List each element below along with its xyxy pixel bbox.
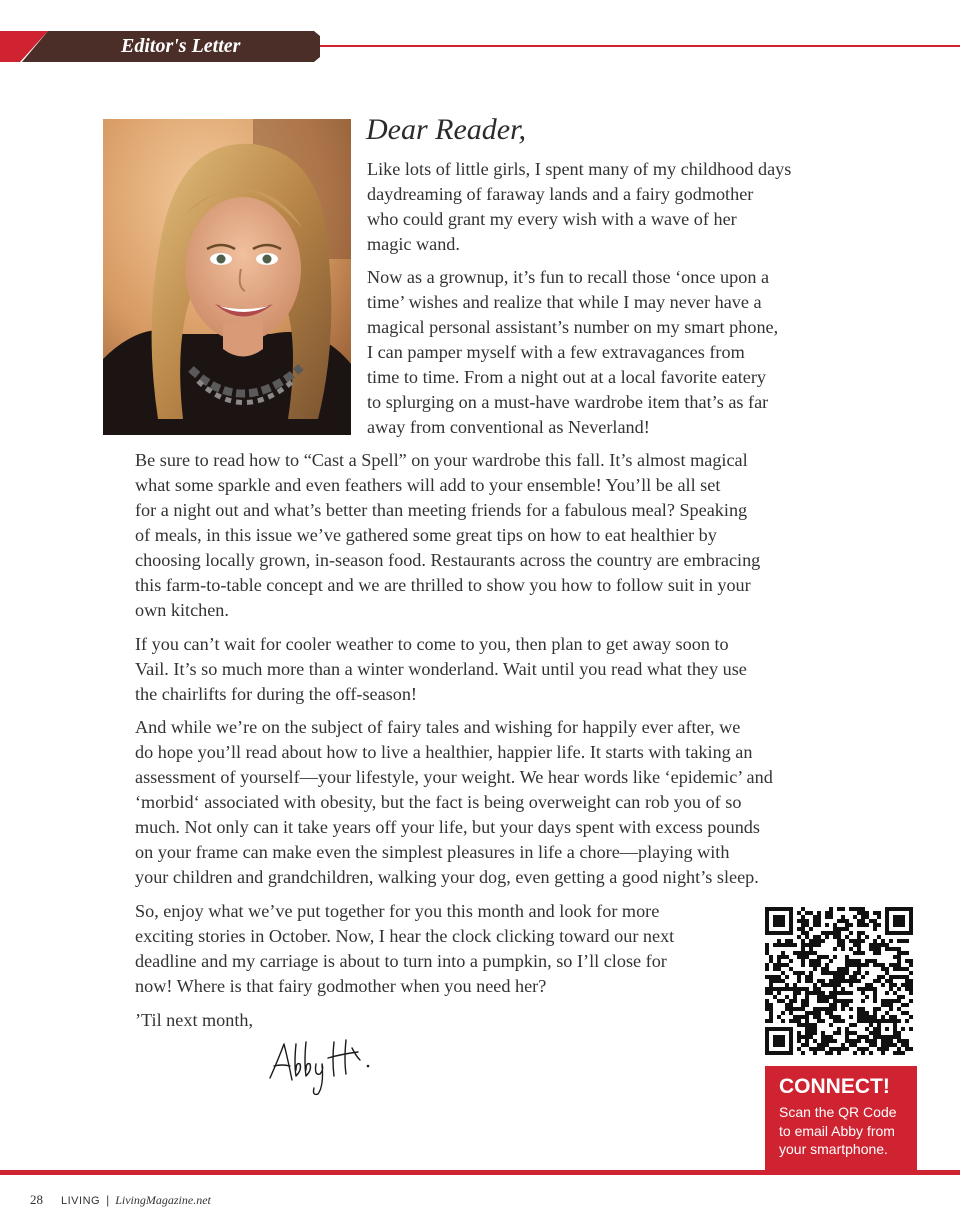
letter-paragraph-2 bbox=[367, 265, 837, 440]
text-line: time to time. From a night out at a local favorite eatery bbox=[367, 367, 766, 387]
text-line: I can pamper myself with a few extravagances from bbox=[367, 342, 745, 362]
letter-salutation: Dear Reader, bbox=[366, 113, 526, 146]
text-line: to splurging on a must-have wardrobe item that’s as far bbox=[367, 392, 769, 412]
text-line: what some sparkle and even feathers will add to your ensemble! You’ll be all set bbox=[135, 475, 721, 495]
text-line: assessment of yourself—your lifestyle, your weight. We hear words like ‘epidemic’ and bbox=[135, 767, 773, 787]
connect-line: Scan the QR Code bbox=[779, 1104, 897, 1120]
footer-separator: | bbox=[106, 1193, 110, 1207]
footer-rule bbox=[0, 1170, 960, 1175]
text-line: much. Not only can it take years off your life, but your days spent with excess pounds bbox=[135, 817, 760, 837]
text-line: the chairlifts for during the off-season! bbox=[135, 684, 417, 704]
editor-portrait-icon bbox=[103, 119, 351, 435]
text-line: If you can’t wait for cooler weather to come to you, then plan to get away soon to bbox=[135, 634, 729, 654]
text-line: exciting stories in October. Now, I hear the clock clicking toward our next bbox=[135, 926, 675, 946]
header-rule bbox=[318, 45, 960, 47]
text-line: ‘morbid‘ associated with obesity, but the fact is being overweight can rob you of so bbox=[135, 792, 742, 812]
connect-line: to email Abby from bbox=[779, 1122, 895, 1139]
text-line: And while we’re on the subject of fairy tales and wishing for happily ever after, we bbox=[135, 717, 741, 737]
text-line: away from conventional as Neverland! bbox=[367, 417, 650, 437]
text-line: Like lots of little girls, I spent many of my childhood days bbox=[367, 159, 792, 179]
connect-line: your smartphone. bbox=[779, 1141, 888, 1157]
text-line: your children and grandchildren, walking your dog, even getting a good night’s sleep. bbox=[135, 867, 759, 887]
text-line: Be sure to read how to “Cast a Spell” on your wardrobe this fall. It’s almost magical bbox=[135, 450, 748, 470]
text-line: magic wand. bbox=[367, 234, 460, 254]
text-line: who could grant my every wish with a wave of her bbox=[367, 209, 737, 229]
letter-paragraph-6 bbox=[135, 899, 735, 999]
text-line: this farm-to-table concept and we are thrilled to show you how to follow suit in your bbox=[135, 575, 751, 595]
connect-box bbox=[765, 1066, 917, 1170]
text-line: deadline and my carriage is about to turn into a pumpkin, so I’ll close for bbox=[135, 951, 667, 971]
connect-text bbox=[779, 1103, 907, 1159]
text-line: own kitchen. bbox=[135, 600, 229, 620]
connect-title: CONNECT! bbox=[779, 1075, 890, 1098]
text-line: on your frame can make even the simplest pleasures in life a chore—playing with bbox=[135, 842, 730, 862]
website-link[interactable]: LivingMagazine.net bbox=[115, 1193, 211, 1207]
text-line: time’ wishes and realize that while I may never have a bbox=[367, 292, 762, 312]
text-line: So, enjoy what we’ve put together for you this month and look for more bbox=[135, 901, 660, 921]
signature-icon bbox=[262, 1030, 382, 1100]
text-line: do hope you’ll read about how to live a healthier, happier life. It starts with taking an bbox=[135, 742, 753, 762]
letter-paragraph-4 bbox=[135, 632, 835, 707]
text-line: for a night out and what’s better than meeting friends for a fabulous meal? Speaking bbox=[135, 500, 748, 520]
magazine-name: LIVING bbox=[61, 1195, 101, 1207]
text-line: choosing locally grown, in-season food. Restaurants across the country are embracing bbox=[135, 550, 761, 570]
text-line: of meals, in this issue we’ve gathered some great tips on how to eat healthier by bbox=[135, 525, 717, 545]
letter-paragraph-3 bbox=[135, 448, 835, 623]
text-line: Now as a grownup, it’s fun to recall those ‘once upon a bbox=[367, 267, 770, 287]
text-line: magical personal assistant’s number on my smart phone, bbox=[367, 317, 779, 337]
text-line: Vail. It’s so much more than a winter wonderland. Wait until you read what they use bbox=[135, 659, 747, 679]
letter-paragraph-1 bbox=[367, 157, 847, 257]
letter-closing: ’Til next month, bbox=[135, 1010, 254, 1030]
text-line: daydreaming of faraway lands and a fairy godmother bbox=[367, 184, 754, 204]
qr-code-icon bbox=[765, 907, 913, 1055]
letter-paragraph-5 bbox=[135, 715, 835, 890]
section-title: Editor's Letter bbox=[121, 35, 241, 57]
page-number: 28 bbox=[30, 1192, 43, 1207]
text-line: now! Where is that fairy godmother when you need her? bbox=[135, 976, 547, 996]
page-footer bbox=[30, 1192, 211, 1208]
